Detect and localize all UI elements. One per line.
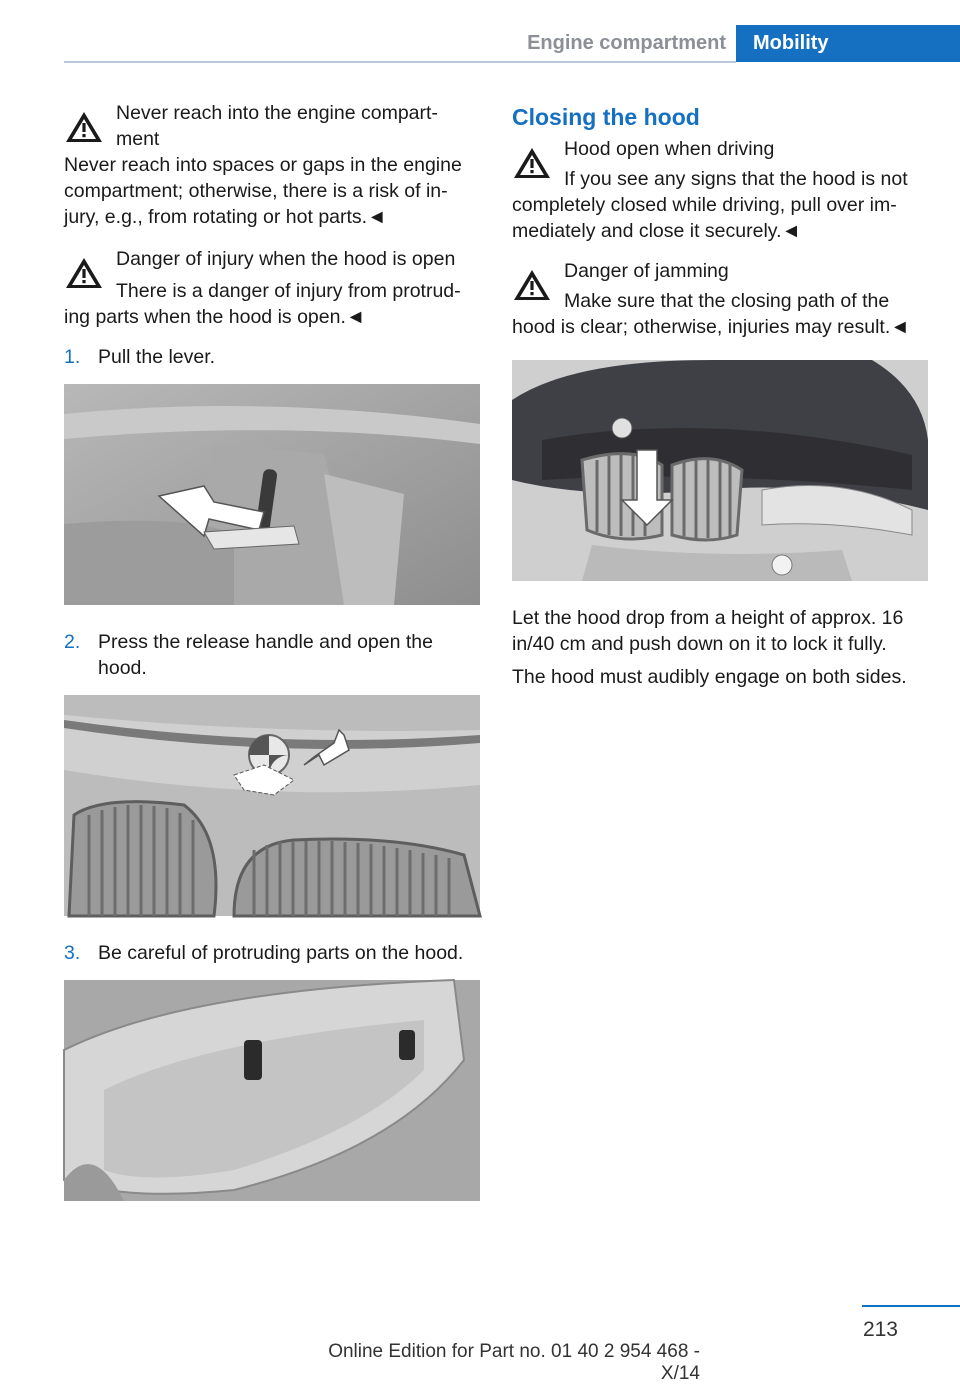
warning-block-hood-open-driving (512, 136, 928, 244)
warning-icon (512, 146, 552, 180)
figure-open-hood (64, 980, 480, 1201)
paragraph-engage: The hood must audibly engage on both sides. (512, 666, 907, 688)
step-1 (64, 344, 480, 370)
warning-body-line: ing parts when the hood is open.◄ (64, 306, 366, 328)
warning-body-line: There is a danger of injury from protrud- (116, 280, 461, 302)
warning-title: Danger of injury when the hood is open (116, 248, 456, 270)
warning-title: Never reach into the engine compart- (116, 102, 438, 124)
warning-block-jamming (512, 258, 928, 340)
step-number: 3. (64, 942, 81, 964)
step-2 (64, 629, 480, 681)
warning-title-continued: ment (116, 128, 160, 150)
figure-release-handle (64, 695, 480, 916)
warning-icon (64, 256, 104, 290)
warning-block-hood-open (64, 246, 480, 330)
step-text: Press the release handle and open the hood. (98, 631, 433, 679)
warning-title: Hood open when driving (564, 138, 775, 160)
warning-body-line: If you see any signs that the hood is not (564, 168, 908, 190)
header-rule (64, 61, 736, 63)
warning-body-line: hood is clear; otherwise, injuries may result.◄ (512, 316, 910, 338)
page-number: 213 (862, 1318, 898, 1341)
step-number: 1. (64, 346, 81, 368)
paragraph-drop-hood: Let the hood drop from a height of approx. 16 in/40 cm and push down on it to lock it fully. (512, 607, 904, 655)
warning-body-line: completely closed while driving, pull over im-mediately and close it securely.◄ (512, 194, 897, 242)
figure-closing-hood (512, 360, 928, 581)
warning-block-engine-compartment (64, 100, 480, 230)
warning-icon (512, 268, 552, 302)
warning-body-line: Make sure that the closing path of the (564, 290, 890, 312)
footer-rule (862, 1305, 960, 1307)
running-header-section: Engine compartment (527, 32, 726, 54)
figure-hood-lever (64, 384, 480, 605)
right-column (512, 100, 928, 697)
warning-title: Danger of jamming (564, 260, 729, 282)
warning-icon (64, 110, 104, 144)
step-text: Be careful of protruding parts on the hood. (98, 942, 464, 964)
edition-note: Online Edition for Part no. 01 40 2 954 468 - X/14 (328, 1341, 700, 1384)
left-column (64, 100, 480, 1225)
running-header-tab: Mobility (736, 25, 960, 62)
step-number: 2. (64, 631, 81, 653)
section-title: Closing the hood (512, 104, 700, 130)
warning-body: Never reach into spaces or gaps in the engine compartment; otherwise, there is a risk of in-jury, e.g., from rotating or hot parts.◄ (64, 154, 462, 228)
step-3 (64, 940, 480, 966)
step-text: Pull the lever. (98, 346, 216, 368)
